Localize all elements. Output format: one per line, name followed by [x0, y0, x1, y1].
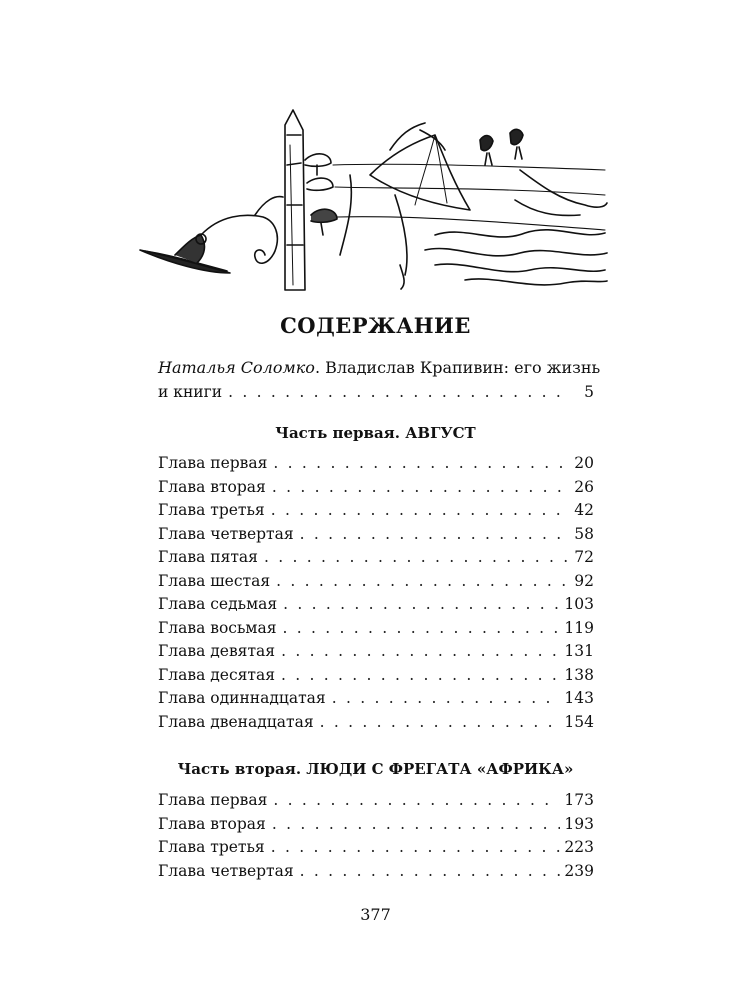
chapter-page: 92: [574, 571, 594, 590]
chapter-label: Глава одиннадцатая: [158, 689, 326, 707]
chapter-page: 103: [564, 595, 594, 613]
chapter-page: 154: [564, 712, 594, 731]
chapter-page: 20: [574, 454, 594, 472]
chapter-row: [158, 454, 594, 478]
chapter-label: Глава вторая: [158, 814, 266, 833]
intro-line-2: [158, 380, 594, 404]
leader-dots: [272, 478, 568, 496]
leader-dots: [281, 642, 560, 660]
chapter-row: [158, 619, 594, 643]
chapter-label: Глава десятая: [158, 665, 276, 684]
leader-dots: [300, 862, 561, 880]
chapter-row: [158, 525, 594, 549]
chapter-page: 138: [564, 665, 594, 684]
leader-dots: [271, 501, 568, 519]
chapter-label: Глава восьмая: [158, 618, 277, 637]
chapter-label: Глава шестая: [158, 571, 271, 590]
leader-dots: [264, 548, 568, 566]
chapter-row: [158, 791, 594, 815]
chapter-row: [158, 478, 594, 502]
chapter-page: 58: [574, 524, 594, 543]
chapter-row: [158, 689, 594, 713]
leader-dots: [228, 380, 568, 405]
chapter-label: Глава вторая: [158, 477, 266, 496]
chapter-label: Глава четвертая: [158, 524, 294, 543]
chapter-row: [158, 548, 594, 572]
part-1-title: Часть первая. АВГУСТ: [275, 424, 476, 442]
chapter-row: [158, 815, 594, 839]
part-2-title: Часть вторая. ЛЮДИ С ФРЕГАТА «АФРИКА»: [177, 760, 574, 778]
intro-author: Наталья Соломко: [158, 358, 315, 377]
leader-dots: [300, 525, 568, 543]
chapter-label: Глава третья: [158, 501, 265, 519]
chapter-page: 72: [574, 548, 594, 566]
chapter-row: [158, 642, 594, 666]
leader-dots: [332, 689, 561, 707]
chapter-label: Глава первая: [158, 454, 268, 472]
chapter-row: [158, 838, 594, 862]
chapter-page: 119: [564, 618, 594, 637]
page-number: 377: [360, 905, 391, 924]
chapter-page: 143: [564, 689, 594, 707]
leader-dots: [276, 572, 568, 590]
chapter-page: 131: [564, 642, 594, 660]
chapter-label: Глава пятая: [158, 548, 258, 566]
leader-dots: [281, 666, 560, 684]
chapter-label: Глава третья: [158, 838, 265, 856]
chapter-page: 26: [574, 477, 594, 496]
sketch-illustration: [135, 105, 610, 305]
chapter-row: [158, 501, 594, 525]
chapter-row: [158, 713, 594, 737]
part-1-chapter-list: [158, 454, 594, 736]
intro-title-part-2: и книги: [158, 383, 223, 401]
chapter-row: [158, 572, 594, 596]
chapter-row: [158, 666, 594, 690]
chapter-label: Глава первая: [158, 791, 268, 809]
chapter-page: 239: [564, 861, 594, 880]
leader-dots: [320, 713, 561, 731]
chapter-page: 193: [564, 814, 594, 833]
leader-dots: [272, 815, 561, 833]
chapter-row: [158, 862, 594, 886]
leader-dots: [283, 619, 561, 637]
leader-dots: [273, 791, 560, 809]
leader-dots: [283, 595, 560, 613]
chapter-label: Глава двенадцатая: [158, 712, 314, 731]
intro-entry: [158, 355, 601, 404]
chapter-page: 42: [574, 501, 594, 519]
chapter-label: Глава четвертая: [158, 861, 294, 880]
chapter-label: Глава седьмая: [158, 595, 278, 613]
toc-title: СОДЕРЖАНИЕ: [280, 313, 471, 338]
chapter-page: 173: [564, 791, 594, 809]
part-2-chapter-list: [158, 791, 594, 885]
leader-dots: [273, 454, 568, 472]
intro-page: 5: [584, 383, 594, 401]
leader-dots: [271, 838, 561, 856]
intro-line-1: [158, 355, 601, 380]
chapter-page: 223: [564, 838, 594, 856]
chapter-label: Глава девятая: [158, 642, 276, 660]
intro-title-part-1: . Владислав Крапивин: его жизнь: [314, 358, 601, 377]
chapter-row: [158, 595, 594, 619]
